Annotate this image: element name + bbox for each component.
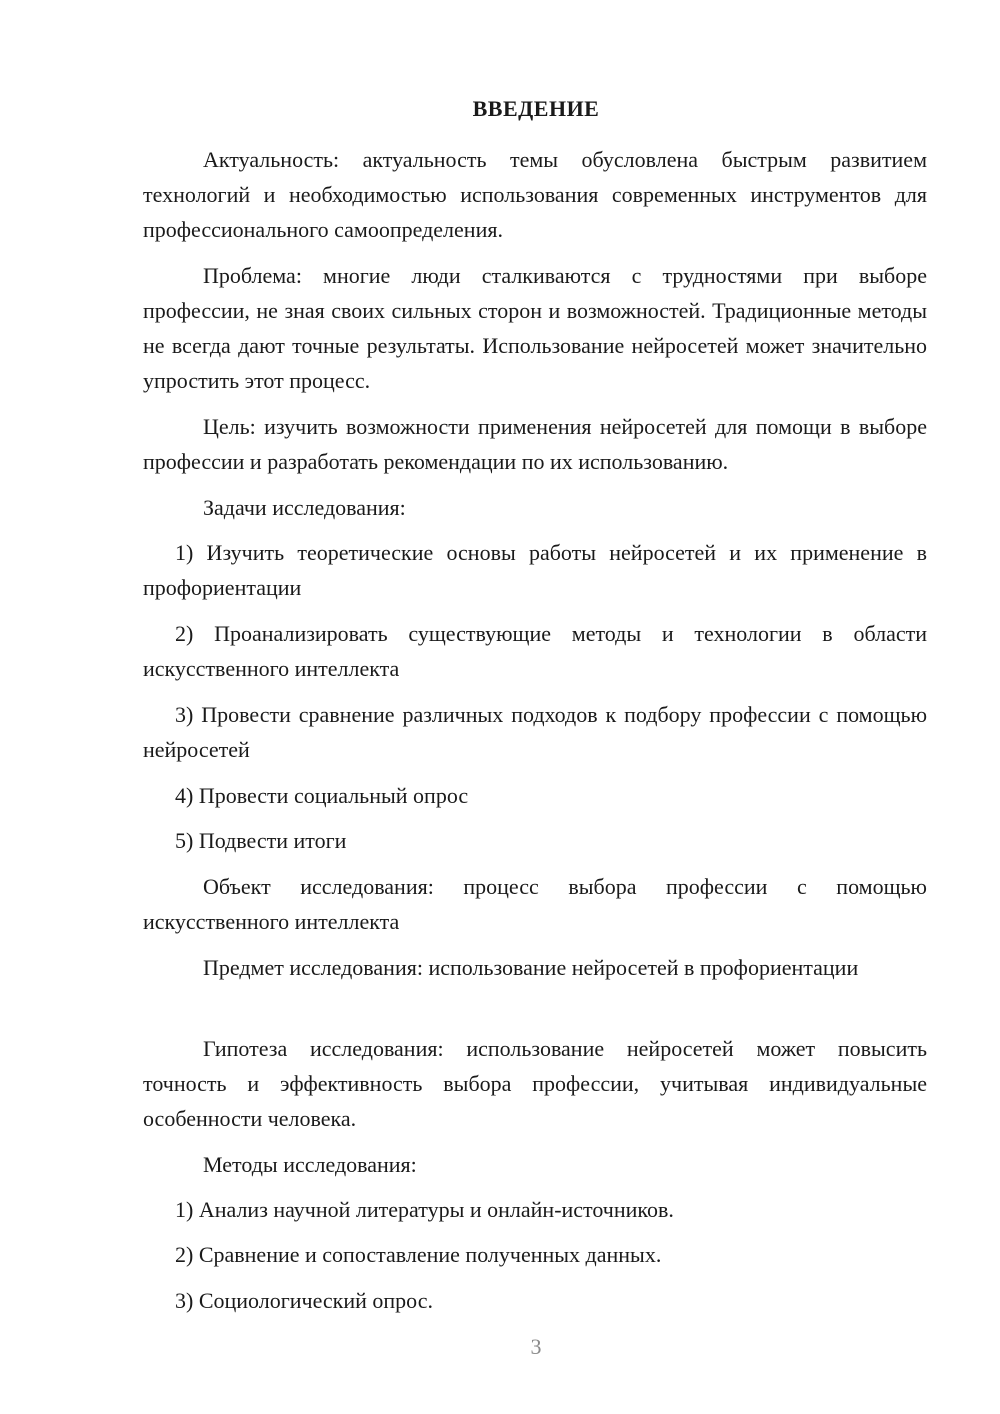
hypothesis-paragraph: Гипотеза исследования: использование нейросетей может повысить точность и эффективность выбора профессии, учитывая индивидуальные особенности человека. [143, 1036, 927, 1131]
method-item-1: 1) Анализ научной литературы и онлайн-источников. [175, 1197, 674, 1222]
goal-paragraph: Цель: изучить возможности применения нейросетей для помощи в выборе профессии и разработать рекомендации по их использованию. [143, 414, 927, 474]
object-paragraph: Объект исследования: процесс выбора профессии с помощью искусственного интеллекта [143, 874, 927, 934]
relevance-paragraph: Актуальность: актуальность темы обусловлена быстрым развитием технологий и необходимостью использования современных инструментов для профессионального самоопределения. [143, 147, 927, 242]
problem-paragraph: Проблема: многие люди сталкиваются с трудностями при выборе профессии, не зная своих сильных сторон и возможностей. Традиционные методы не всегда дают точные результаты. Использование нейросетей может значительно упростить этот процесс. [143, 263, 927, 393]
page-number: 3 [530, 1334, 542, 1359]
tasks-heading: Задачи исследования: [203, 495, 406, 520]
subject-paragraph: Предмет исследования: использование нейросетей в профориентации [203, 955, 859, 980]
section-title: ВВЕДЕНИЕ [472, 96, 600, 121]
task-item-4: 4) Провести социальный опрос [175, 783, 469, 808]
methods-heading: Методы исследования: [203, 1152, 417, 1177]
task-item-2: 2) Проанализировать существующие методы и технологии в области искусственного интеллекта [143, 621, 927, 681]
task-item-3: 3) Провести сравнение различных подходов к подбору профессии с помощью нейросетей [143, 702, 927, 762]
task-item-1: 1) Изучить теоретические основы работы нейросетей и их применение в профориентации [143, 540, 927, 600]
method-item-2: 2) Сравнение и сопоставление полученных данных. [175, 1242, 662, 1267]
method-item-3: 3) Социологический опрос. [175, 1288, 433, 1313]
task-item-5: 5) Подвести итоги [175, 828, 347, 853]
